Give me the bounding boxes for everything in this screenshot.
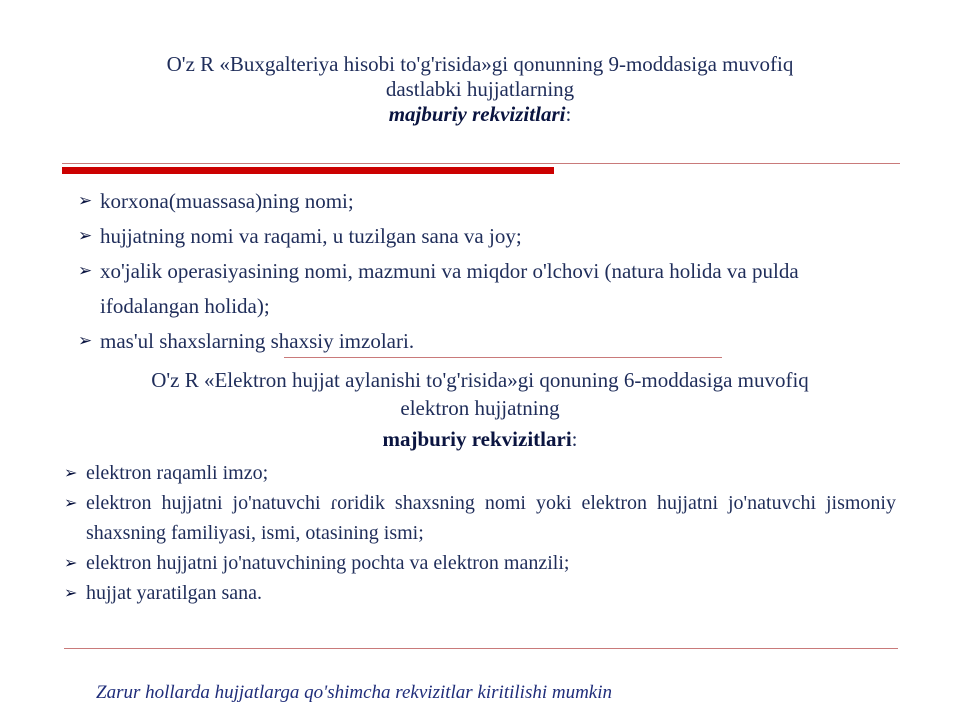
list-item-text: hujjatning nomi va raqami, u tuzilgan sana va joy; (100, 224, 522, 248)
section2-title (30, 368, 930, 452)
section1-divider-line (62, 163, 900, 164)
list-item-text: hujjat yaratilgan sana. (86, 582, 263, 604)
list-item (78, 219, 898, 254)
list-item-text: elektron hujjatni jo'natuvchi ɾoridik shaxsning nomi yoki elektron hujjatni jo'natuvchi jismoniy shaxsning familiyasi, ismi, otasining ismi; (86, 492, 896, 544)
arrow-bullet-icon: ➢ (78, 261, 93, 281)
section2-emphasis: majburiy rekvizitlari (382, 427, 572, 451)
section2-list (64, 458, 896, 608)
arrow-bullet-icon: ➢ (64, 583, 78, 602)
list-item (78, 184, 898, 219)
section2-title-line3 (30, 427, 930, 452)
section1-emphasis: majburiy rekvizitlari (388, 102, 566, 126)
list-item-text: xo'jalik operasiyasining nomi, mazmuni va miqdor o'lchovi (natura holida va pulda ifodalangan holida); (100, 259, 799, 318)
list-item (64, 548, 896, 578)
section1-colon: : (565, 102, 572, 126)
section1-title-line3 (40, 102, 920, 127)
arrow-bullet-icon: ➢ (78, 331, 93, 351)
list-item-text: elektron raqamli imzo; (86, 462, 269, 484)
list-item-text: mas'ul shaxslarning shaxsiy imzolari. (100, 329, 415, 353)
section-separator-line (284, 357, 722, 358)
list-item (64, 488, 896, 548)
arrow-bullet-icon: ➢ (64, 463, 78, 482)
list-item (78, 254, 898, 324)
section2-title-line1: O'z R «Elektron hujjat aylanishi to'g'risida»gi qonuning 6-moddasiga muvofiq (151, 368, 809, 392)
arrow-bullet-icon: ➢ (64, 553, 78, 572)
list-item (78, 324, 898, 359)
section2-colon: : (571, 427, 578, 451)
list-item (64, 458, 896, 488)
red-accent-bar (62, 167, 554, 174)
section1-list (78, 184, 898, 359)
section1-title (40, 52, 920, 127)
footer-note: Zarur hollarda hujjatlarga qo'shimcha rekvizitlar kiritilishi mumkin (96, 682, 613, 703)
section2-title-line2: elektron hujjatning (400, 396, 560, 420)
list-item-text: elektron hujjatni jo'natuvchining pochta va elektron manzili; (86, 552, 570, 574)
section1-title-line2: dastlabki hujjatlarning (385, 77, 575, 101)
arrow-bullet-icon: ➢ (78, 191, 93, 211)
section1-title-line1: O'z R «Buxgalteriya hisobi to'g'risida»gi qonunning 9-moddasiga muvofiq (166, 52, 794, 76)
list-item (64, 578, 896, 608)
list-item-text: korxona(muassasa)ning nomi; (100, 189, 354, 213)
arrow-bullet-icon: ➢ (64, 493, 78, 512)
arrow-bullet-icon: ➢ (78, 226, 93, 246)
footer-divider-line (64, 648, 898, 649)
